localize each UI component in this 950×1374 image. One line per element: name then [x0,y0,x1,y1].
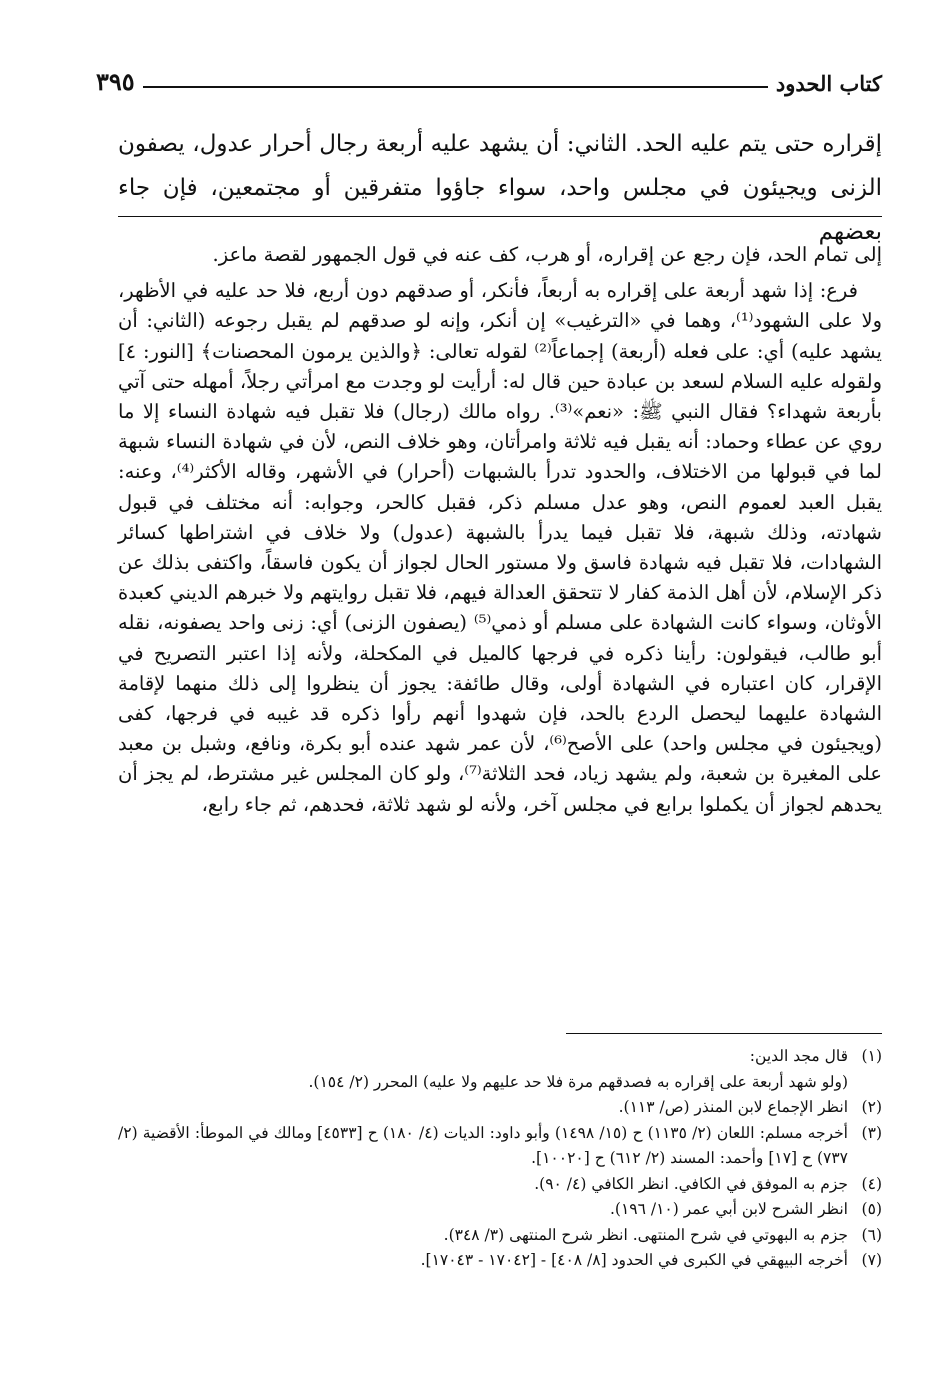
footnote-text: أخرجه مسلم: اللعان (٢/ ١١٣٥) ح (١٥/ ١٤٩٨) وأبو داود: الديات (٤/ ١٨٠) ح [٤٥٣٣] ومالك في الموطأ: الأقضية (٢/ ٧٣٧) ح [١٧] وأحمد: المسند (٢/ ٦١٢) ح [١٠٠٢٠]. [118,1123,848,1167]
footnote-text: انظر الشرح لابن أبي عمر (١٠/ ١٩٦). [609,1200,848,1218]
footnote-continuation: (ولو شهد أربعة على إقراره به فصدقهم مرة فلا حد عليهم ولا عليه) المحرر (٢/ ١٥٤). [308,1072,848,1091]
running-header [96,62,882,96]
footnote [118,1248,882,1274]
page-number: ٣٩٥ [96,67,135,96]
footnote-number: (٥) [861,1200,882,1218]
footnote-number: (٧) [861,1251,882,1269]
footnote-text: قال مجد الدين: [749,1047,848,1065]
footnote [118,1223,882,1249]
footnote-number: (٢) [861,1098,882,1116]
matn-text: إقراره حتى يتم عليه الحد. الثاني: أن يشهد عليه أربعة رجال أحرار عدول، يصفون الزنى ويجيئون في مجلس واحد، سواء جاؤوا متفرقين أو مجتمعين، فإن جاء بعضهم [118,131,882,245]
footnote [118,1172,882,1198]
matn-divider [118,216,882,217]
footnote-number: (٣) [861,1123,882,1142]
chapter-title: كتاب الحدود [775,71,882,96]
footnote-text: أخرجه البيهقي في الكبرى في الحدود [٨/ ٤٠٨] - [١٧٠٤٢ - ١٧٠٤٣]. [420,1251,848,1269]
footnote [118,1044,882,1070]
footnote-text: جزم به الموفق في الكافي. انظر الكافي (٤/ ٩٠). [534,1174,848,1193]
footnote-number: (٤) [861,1174,882,1193]
footnote [118,1095,882,1121]
footnotes [118,1044,882,1274]
footnote [118,1121,882,1172]
commentary-paragraph-1: إلى تمام الحد، فإن رجع عن إقراره، أو هرب، كف عنه في قول الجمهور لقصة ماعز. [212,243,882,266]
commentary [118,240,882,820]
commentary-paragraph-2: فرع: إذا شهد أربعة على إقراره به أربعاً، فأنكر، أو صدقهم دون أربع، فلا حد عليه في الأظهر، ولا على الشهود⁽¹⁾، وهما في «الترغيب» إن أنكر، وإنه لو صدقهم لم يقبل رجوعه (الثاني: أن يشهد عليه) أي: على فعله (أربعة) إجماعاً⁽²⁾ لقوله تعالى: ﴿والذين يرمون المحصنات﴾ [النور: ٤] ولقوله عليه السلام لسعد بن عبادة حين قال له: أرأيت لو وجدت مع امرأتي رجلاً، أمهله حتى آتي بأربعة شهداء؟ فقال النبي ﷺ: «نعم»⁽³⁾. رواه مالك (رجال) فلا تقبل فيه شهادة النساء إلا ما روي عن عطاء وحماد: أنه يقبل فيه ثلاثة وامرأتان، وهو خلاف النص، لأن في شهادة النساء شبهة لما في قبولها من الاختلاف، والحدود تدرأ بالشبهات (أحرار) في الأشهر، وقاله الأكثر⁽⁴⁾، وعنه: يقبل العبد لعموم النص، وهو عدل مسلم ذكر، فقبل كالحر، وجوابه: أنه مختلف في قبول شهادته، وذلك شبهة، فلا تقبل فيما يدرأ بالشبهة (عدول) ولا خلاف في اشتراطها كسائر الشهادات، فلا تقبل فيه شهادة فاسق ولا مستور الحال لجواز أن يكون فاسقاً، واكتفى بذلك عن ذكر الإسلام، لأن أهل الذمة كفار لا تتحقق العدالة فيهم، فلا تقبل روايتهم ولا خبرهم الديني كعبدة الأوثان، وسواء كانت الشهادة على مسلم أو ذمي⁽⁵⁾ (يصفون الزنى) أي: زنى واحد يصفونه، نقله أبو طالب، فيقولون: رأينا ذكره في فرجها كالميل في المكحلة، ولأنه إذا اعتبر التصريح في الإقرار، كان اعتباره في الشهادة أولى، وقال طائفة: يجوز أن ينظروا إلى ذلك منهما لإقامة الشهادة عليهما ليحصل الردع بالحد، فإن شهدوا أنهم رأوا ذكره قد غيبه في فرجها، كفى (ويجيئون في مجلس واحد) على الأصح⁽⁶⁾، لأن عمر شهد عنده أبو بكرة، ونافع، وشبل بن معبد على المغيرة بن شعبة، ولم يشهد زياد، فحد الثلاثة⁽⁷⁾، ولو كان المجلس غير مشترط، لم يجز أن يحدهم لجواز أن يكملوا برابع في مجلس آخر، ولأنه لو شهد ثلاثة، فحدهم، ثم جاء رابع، [118,279,883,816]
footnote-divider [566,1033,882,1034]
footnote-text: انظر الإجماع لابن المنذر (ص/ ١١٣). [618,1098,848,1116]
header-rule [143,86,768,88]
footnote-text: جزم به البهوتي في شرح المنتهى. انظر شرح المنتهى (٣/ ٣٤٨). [443,1225,848,1244]
footnote-number: (١) [861,1047,882,1065]
footnote [118,1197,882,1223]
footnote-number: (٦) [861,1225,882,1244]
